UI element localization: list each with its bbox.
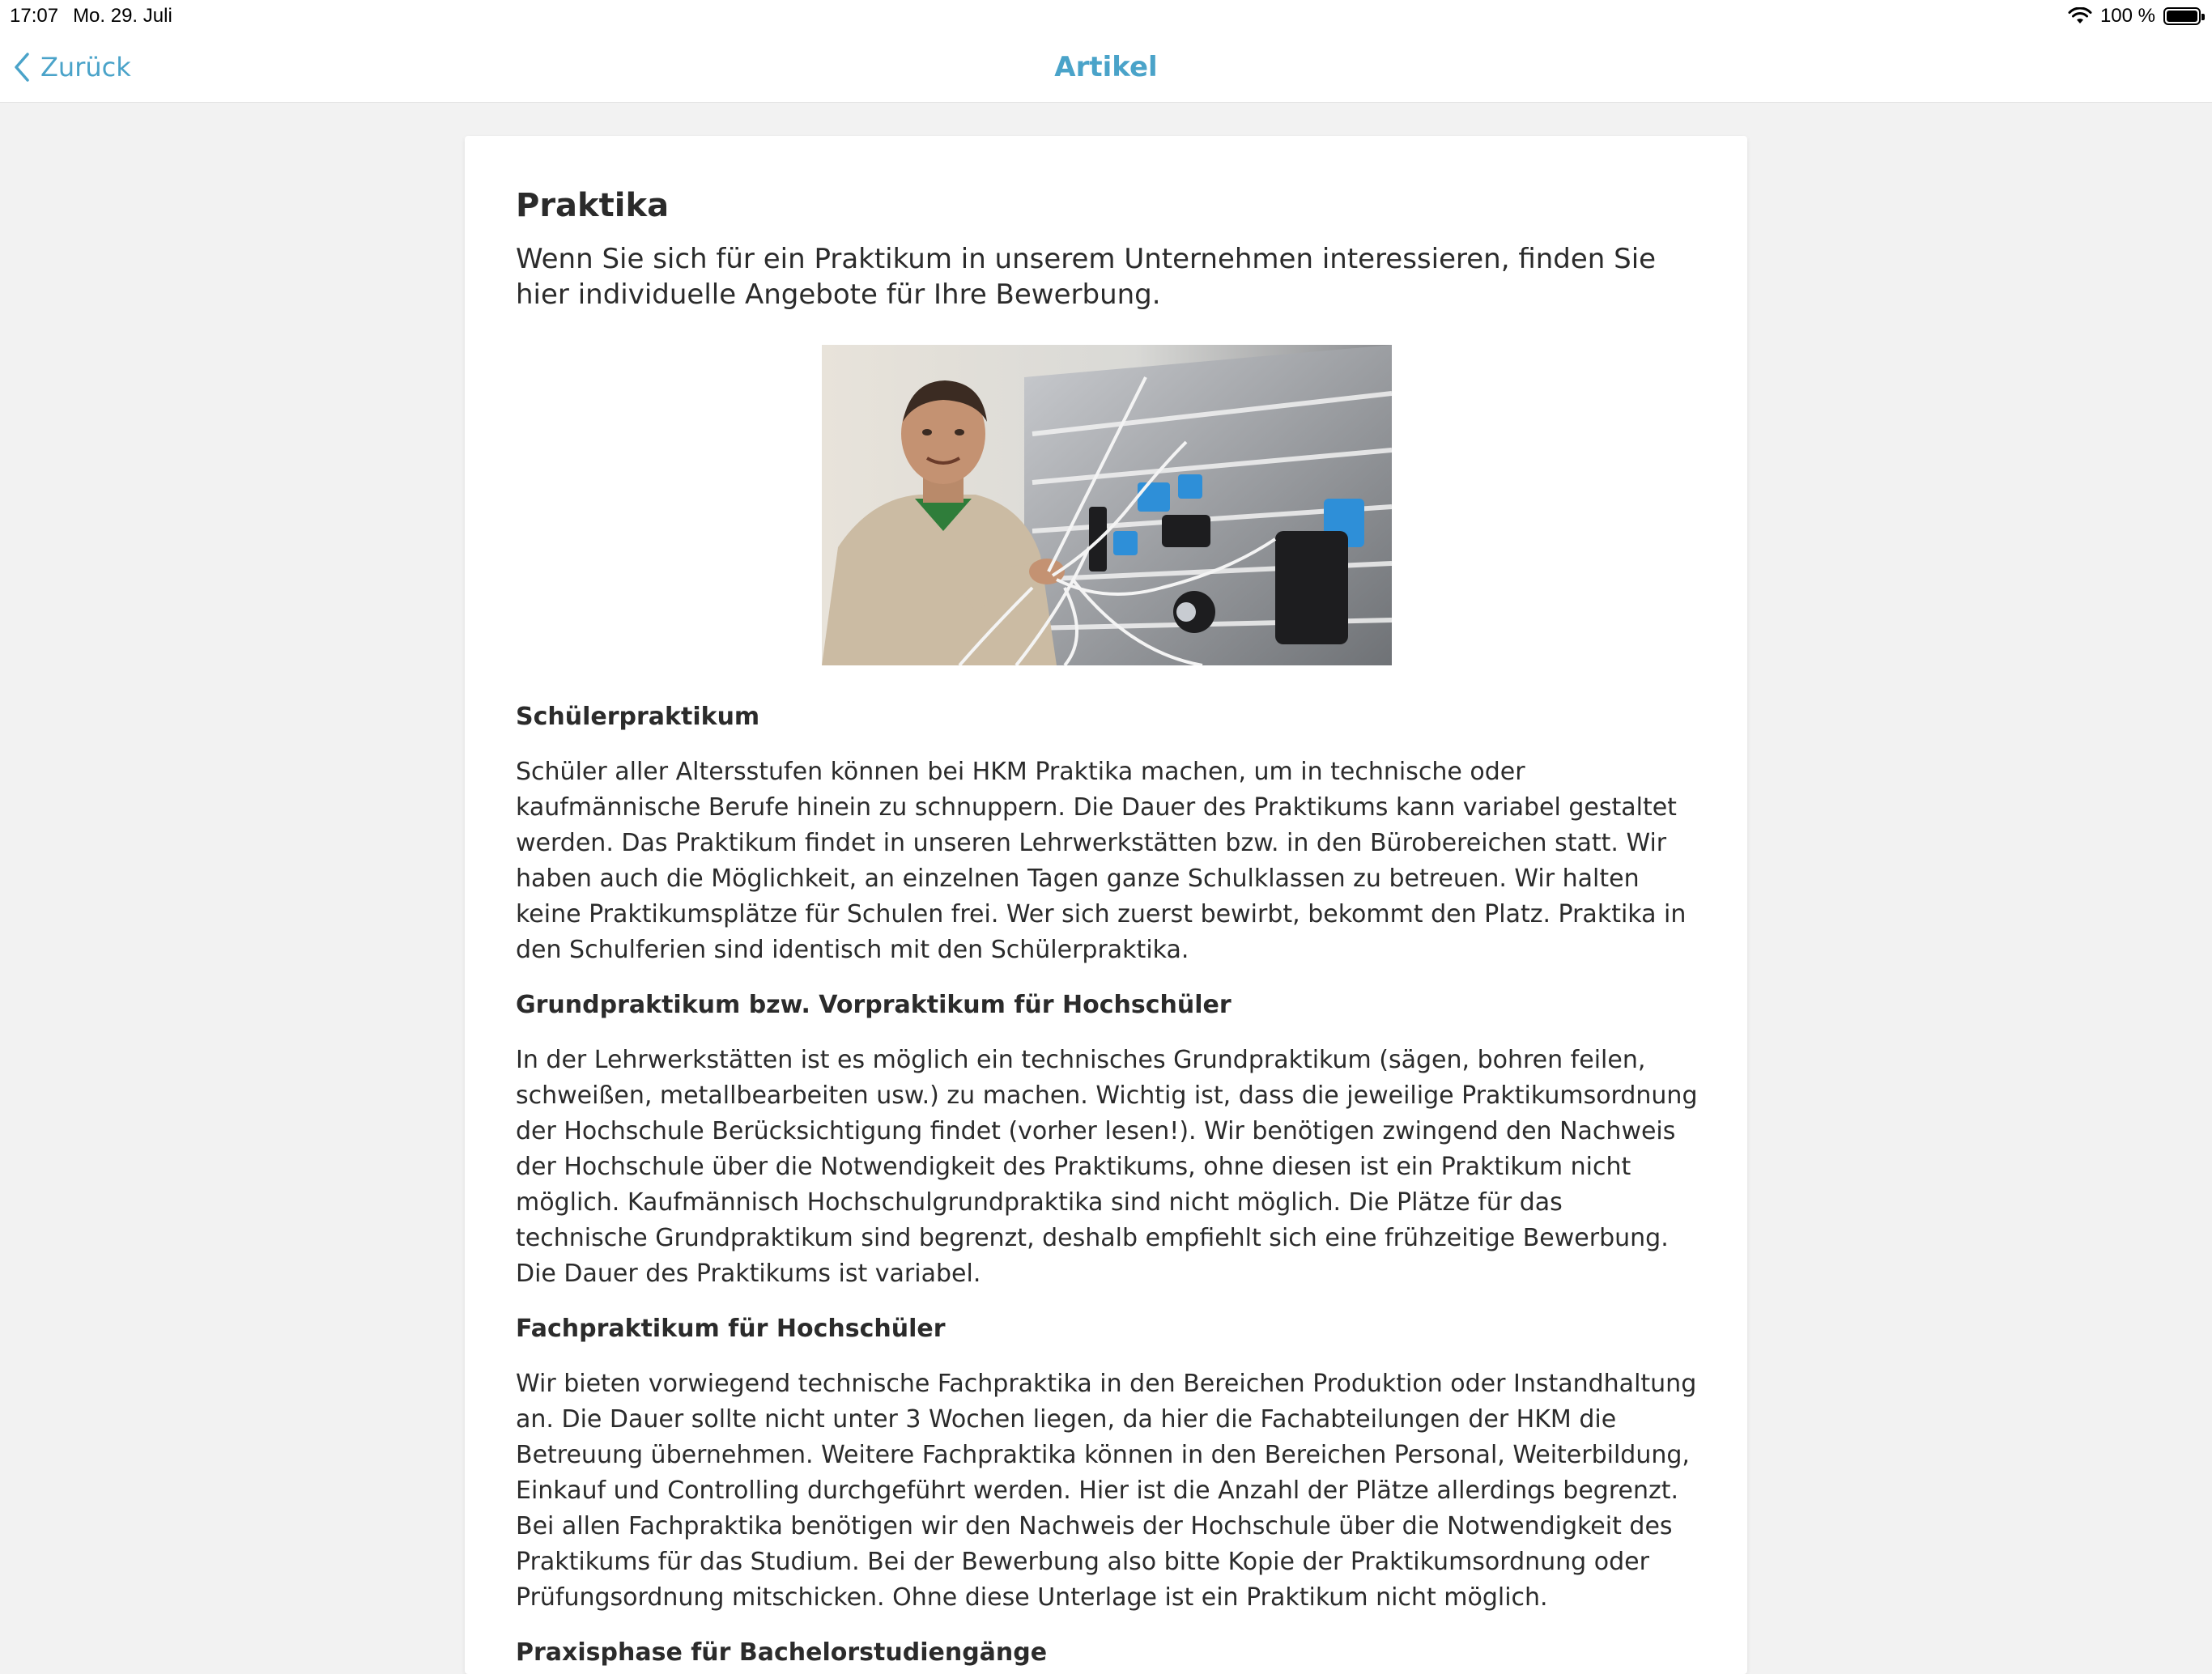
article-hero-image (822, 345, 1392, 665)
battery-nub (2201, 14, 2205, 20)
status-time: 17:07 (10, 5, 59, 27)
wifi-icon (2068, 7, 2092, 25)
page-title: Artikel (1054, 51, 1158, 83)
status-bar-right (2068, 3, 2201, 29)
article-content (516, 183, 1698, 1669)
status-bar-left (10, 3, 172, 29)
section-body: Schüler aller Altersstufen können bei HKM Praktika machen, um in technische oder kaufmännische Berufe hinein zu schnuppern. Die Dauer des Praktikums kann variabel gestaltet werden. Das Praktikum findet in unseren Lehrwerkstätten bzw. in den Bürobereichen statt. Wir haben auch die Möglichkeit, an einzelnen Tagen ganze Schulklassen zu betreuen. Wir halten keine Praktikumsplätze für Schulen frei. Wer sich zuerst bewirbt, bekommt den Platz. Praktika in den Schulferien sind identisch mit den Schülerpraktika. (516, 758, 1687, 964)
section-heading: Praxisphase für Bachelorstudiengänge (516, 1638, 1048, 1667)
status-bar (0, 0, 2212, 32)
status-date: Mo. 29. Juli (73, 5, 172, 27)
section-heading: Grundpraktikum bzw. Vorpraktikum für Hochschüler (516, 991, 1231, 1019)
battery-fill (2167, 11, 2197, 22)
battery-icon (2163, 7, 2201, 25)
article-lead: Wenn Sie sich für ein Praktikum in unserem Unternehmen interessieren, finden Sie hier individuelle Angebote für Ihre Bewerbung. (516, 243, 1657, 311)
back-button-label: Zurück (40, 52, 131, 83)
section-body: In der Lehrwerkstätten ist es möglich ein technisches Grundpraktikum (sägen, bohren feilen, schweißen, metallbearbeiten usw.) zu machen. Wichtig ist, dass die jeweilige Praktikumsordnung der Hochschule Berücksichtigung findet (vorher lesen!). Wir benötigen zwingend den Nachweis der Hochschule über die Notwendigkeit des Praktikums, ohne diesen ist ein Praktikum nicht möglich. Kaufmännisch Hochschulgrundpraktika sind nicht möglich. Die Plätze für das technische Grundpraktikum sind begrenzt, deshalb empfiehlt sich eine frühzeitige Bewerbung. Die Dauer des Praktikums ist variabel. (516, 1046, 1698, 1288)
battery-percent: 100 % (2099, 5, 2155, 27)
section-heading: Fachpraktikum für Hochschüler (516, 1315, 946, 1343)
section-heading: Schülerpraktikum (516, 703, 760, 731)
back-button[interactable] (13, 49, 131, 86)
navigation-bar (0, 32, 2212, 103)
article-title: Praktika (516, 187, 670, 224)
chevron-left-icon (13, 52, 31, 83)
article-card (465, 136, 1747, 1674)
section-body: Wir bieten vorwiegend technische Fachpraktika in den Bereichen Produktion oder Instandhaltung an. Die Dauer sollte nicht unter 3 Wochen liegen, da hier die Fachabteilungen der HKM die Betreuung übernehmen. Weitere Fachpraktika können in den Bereichen Personal, Weiterbildung, Einkauf und Controlling durchgeführt werden. Hier ist die Anzahl der Plätze allerdings begrenzt. Bei allen Fachpraktika benötigen wir den Nachweis der Hochschule über die Notwendigkeit des Praktikums für das Studium. Bei der Bewerbung also bitte Kopie der Praktikumsordnung oder Prüfungsordnung mitschicken. Ohne diese Unterlage ist ein Praktikum nicht möglich. (516, 1370, 1697, 1612)
